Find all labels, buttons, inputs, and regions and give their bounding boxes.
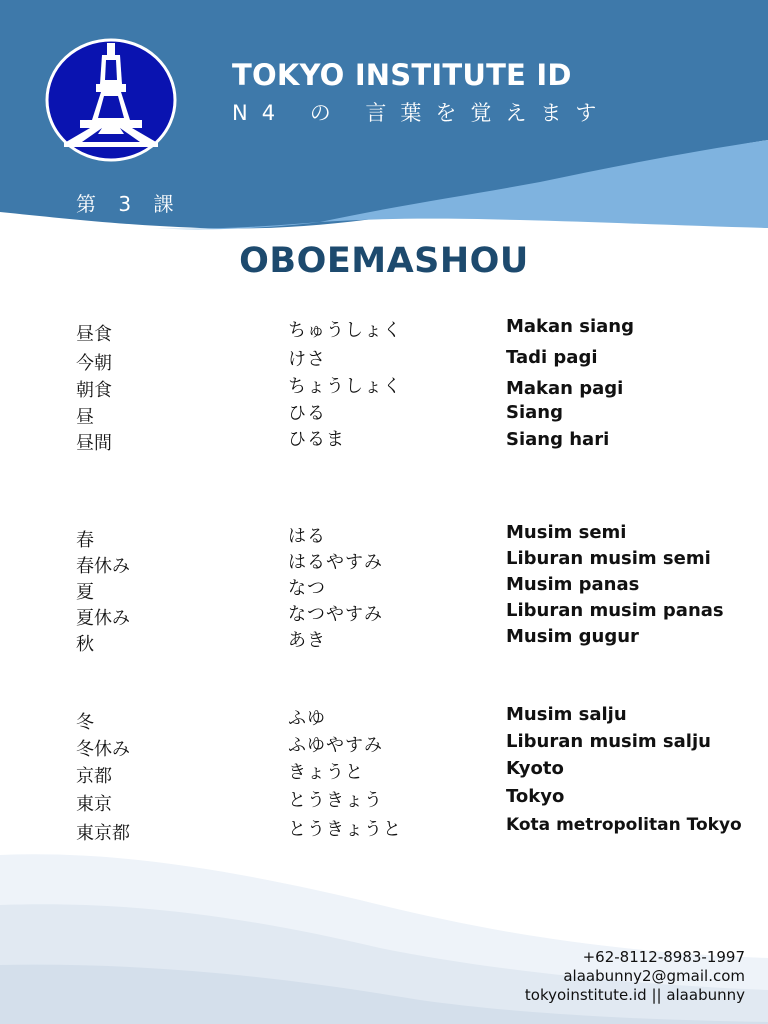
vocab-kanji: 昼: [76, 407, 94, 428]
vocab-kanji: 夏休み: [76, 608, 130, 629]
vocab-kana: はるやすみ: [288, 552, 383, 573]
vocab-kana: けさ: [288, 349, 326, 370]
vocab-kana: はる: [288, 526, 326, 547]
vocab-kanji: 東京都: [76, 823, 130, 844]
vocab-kanji: 春: [76, 530, 94, 551]
vocab-kanji: 冬: [76, 712, 94, 733]
vocab-row: [0, 316, 768, 346]
vocab-kana: きょうと: [288, 762, 364, 783]
vocab-kana: ひるま: [288, 429, 345, 450]
vocab-kana: とうきょう: [288, 790, 383, 811]
vocab-row: [0, 425, 768, 455]
vocab-kana: あき: [288, 630, 326, 651]
vocab-kana: ちゅうしょく: [288, 320, 402, 341]
vocab-kanji: 京都: [76, 766, 112, 787]
vocab-meaning: Musim gugur: [506, 626, 639, 647]
vocab-meaning: Kota metropolitan Tokyo: [506, 815, 742, 835]
vocab-kana: ふゆ: [288, 708, 326, 729]
vocab-kanji: 夏: [76, 582, 94, 603]
vocab-meaning: Liburan musim salju: [506, 731, 711, 752]
vocab-meaning: Musim panas: [506, 574, 640, 595]
vocab-meaning: Siang hari: [506, 429, 610, 450]
lesson-number: 第 3 課: [76, 192, 182, 216]
vocab-row: [0, 731, 768, 761]
vocab-row: [0, 815, 768, 845]
vocab-kana: ひる: [288, 403, 326, 424]
vocab-row: [0, 786, 768, 816]
page-title: OBOEMASHOU: [239, 241, 529, 281]
vocab-row: [0, 345, 768, 375]
institute-name: TOKYO INSTITUTE ID: [232, 58, 572, 92]
vocab-row: [0, 626, 768, 656]
vocab-meaning: Musim semi: [506, 522, 627, 543]
email-address: alaabunny2@gmail.com: [563, 967, 745, 985]
vocab-kana: ふゆやすみ: [288, 735, 383, 756]
vocab-kanji: 昼間: [76, 433, 112, 454]
vocab-kana: なつやすみ: [288, 604, 383, 625]
vocab-row: [0, 704, 768, 734]
tokyo-tower-logo: [44, 38, 178, 162]
vocab-meaning: Kyoto: [506, 758, 564, 779]
vocab-meaning: Tokyo: [506, 786, 565, 807]
vocab-kana: なつ: [288, 578, 326, 599]
contact-info: [525, 948, 745, 1005]
vocab-kanji: 秋: [76, 634, 94, 655]
vocab-kana: とうきょうと: [288, 819, 402, 840]
vocab-row: [0, 372, 768, 402]
vocab-kanji: 昼食: [76, 324, 112, 345]
vocab-meaning: Tadi pagi: [506, 347, 598, 368]
vocab-meaning: Musim salju: [506, 704, 627, 725]
vocab-meaning: Makan siang: [506, 316, 634, 337]
vocab-row: [0, 758, 768, 788]
institute-subtitle: N4 の 言葉を覚えます: [232, 101, 611, 125]
social-handles: tokyoinstitute.id || alaabunny: [524, 986, 745, 1004]
vocab-kana: ちょうしょく: [288, 376, 402, 397]
vocab-meaning: Liburan musim panas: [506, 600, 724, 621]
vocab-kanji: 冬休み: [76, 739, 130, 760]
vocab-meaning: Liburan musim semi: [506, 548, 711, 569]
vocab-kanji: 東京: [76, 794, 112, 815]
vocab-kanji: 春休み: [76, 556, 130, 577]
vocab-meaning: Makan pagi: [506, 378, 624, 399]
vocab-kanji: 今朝: [76, 353, 112, 374]
vocab-meaning: Siang: [506, 402, 563, 423]
vocab-kanji: 朝食: [76, 380, 112, 401]
phone-number: +62-8112-8983-1997: [582, 948, 745, 966]
